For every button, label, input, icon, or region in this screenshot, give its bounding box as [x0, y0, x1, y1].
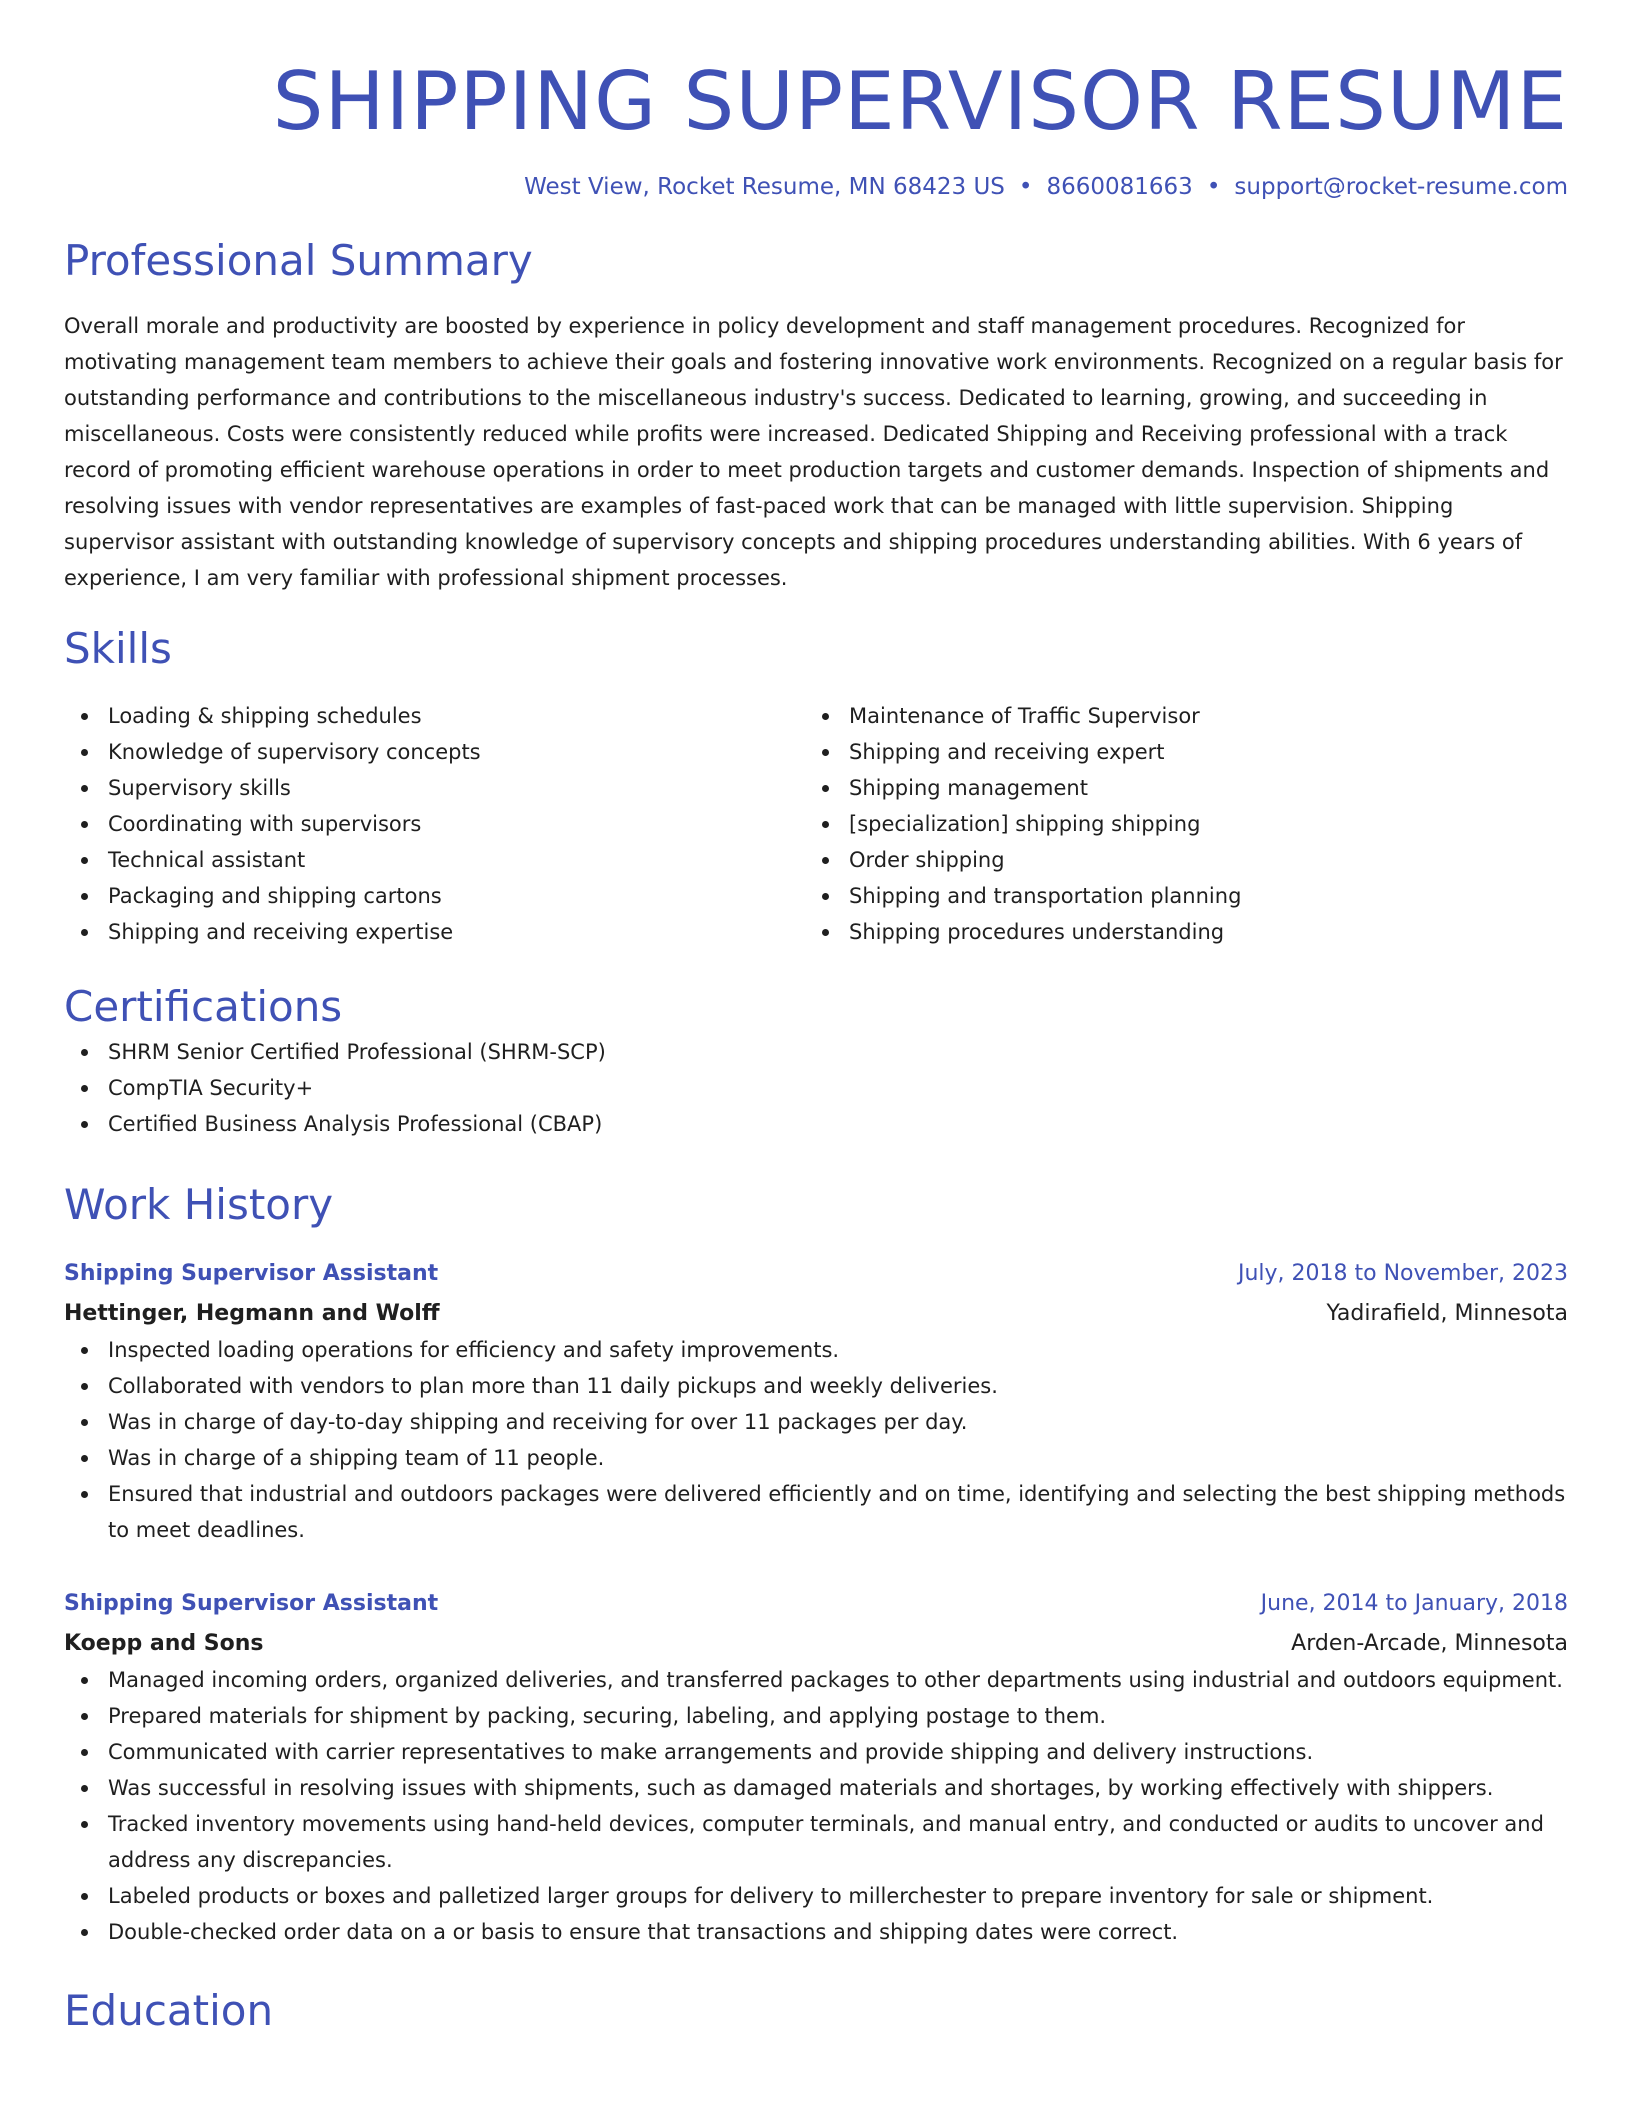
- resume-title: SHIPPING SUPERVISOR RESUME: [272, 55, 1568, 148]
- skill-item: Coordinating with supervisors: [108, 806, 805, 842]
- job-responsibilities: [64, 1662, 1568, 1950]
- skills-heading: Skills: [64, 624, 172, 673]
- job-company: Koepp and Sons: [64, 1631, 264, 1656]
- responsibility-item: Labeled products or boxes and palletized larger groups for delivery to millerchester to prepare inventory for sale or shipment.: [108, 1878, 1568, 1914]
- skill-item: Maintenance of Traffic Supervisor: [849, 698, 1546, 734]
- skill-item: Technical assistant: [108, 842, 805, 878]
- responsibility-item: Double-checked order data on a or basis to ensure that transactions and shipping dates were correct.: [108, 1914, 1568, 1950]
- certification-item: CompTIA Security+: [108, 1070, 1568, 1106]
- certification-item: Certified Business Analysis Professional (CBAP): [108, 1106, 1568, 1142]
- responsibility-item: Collaborated with vendors to plan more than 11 daily pickups and weekly deliveries.: [108, 1368, 1568, 1404]
- skill-item: Shipping procedures understanding: [849, 914, 1546, 950]
- contact-email[interactable]: support@rocket-resume.com: [1234, 174, 1568, 200]
- responsibility-item: Communicated with carrier representatives to make arrangements and provide shipping and delivery instructions.: [108, 1734, 1568, 1770]
- skills-list: [64, 698, 1568, 950]
- contact-address: West View, Rocket Resume, MN 68423 US: [524, 174, 1005, 200]
- job-title: Shipping Supervisor Assistant: [64, 1261, 439, 1286]
- responsibility-item: Ensured that industrial and outdoors packages were delivered efficiently and on time, identifying and selecting the best shipping methods to meet deadlines.: [108, 1476, 1568, 1548]
- job-company-row: [64, 1622, 1568, 1662]
- skill-item: Packaging and shipping cartons: [108, 878, 805, 914]
- skill-item: Shipping and transportation planning: [849, 878, 1546, 914]
- skill-item: Order shipping: [849, 842, 1546, 878]
- job-responsibilities: [64, 1332, 1568, 1548]
- skill-item: Shipping and receiving expert: [849, 734, 1546, 770]
- contact-line: [64, 172, 1568, 202]
- skill-item: Shipping and receiving expertise: [108, 914, 805, 950]
- resume-header: [64, 0, 1568, 202]
- skill-item: Shipping management: [849, 770, 1546, 806]
- responsibility-item: Was successful in resolving issues with shipments, such as damaged materials and shortages, by working effectively with shippers.: [108, 1770, 1568, 1806]
- job-company-row: [64, 1292, 1568, 1332]
- job-location: Arden-Arcade, Minnesota: [1291, 1631, 1568, 1656]
- job-entry: [64, 1256, 1568, 1548]
- work-history-heading: Work History: [64, 1180, 334, 1229]
- responsibility-item: Tracked inventory movements using hand-held devices, computer terminals, and manual entry, and conducted or audits to uncover and address any discrepancies.: [108, 1806, 1568, 1878]
- skill-item: Supervisory skills: [108, 770, 805, 806]
- certifications-list: [64, 1034, 1568, 1142]
- contact-separator: •: [1206, 174, 1221, 200]
- skills-column-right: [805, 698, 1546, 950]
- skills-column-left: [64, 698, 805, 950]
- skill-item: Loading & shipping schedules: [108, 698, 805, 734]
- job-entry: [64, 1586, 1568, 1950]
- certification-item: SHRM Senior Certified Professional (SHRM-SCP): [108, 1034, 1568, 1070]
- certifications-heading: Certifications: [64, 982, 343, 1031]
- contact-phone: 8660081663: [1046, 174, 1193, 200]
- skill-item: Knowledge of supervisory concepts: [108, 734, 805, 770]
- skill-item: [specialization] shipping shipping: [849, 806, 1546, 842]
- job-header-row: [64, 1586, 1568, 1622]
- summary-heading: Professional Summary: [64, 236, 533, 285]
- job-header-row: [64, 1256, 1568, 1292]
- responsibility-item: Inspected loading operations for efficiency and safety improvements.: [108, 1332, 1568, 1368]
- summary-text: Overall morale and productivity are boosted by experience in policy development and staff management procedures. Recognized for motivating management team members to achieve their goals and fostering innovative work environments. Recognized on a regular basis for outstanding performance and contributions to the miscellaneous industry's success. Dedicated to learning, growing, and succeeding in miscellaneous. Costs were consistently reduced while profits were increased. Dedicated Shipping and Receiving professional with a track record of promoting efficient warehouse operations in order to meet production targets and customer demands. Inspection of shipments and resolving issues with vendor representatives are examples of fast-paced work that can be managed with little supervision. Shipping supervisor assistant with outstanding knowledge of supervisory concepts and shipping procedures understanding abilities. With 6 years of experience, I am very familiar with professional shipment processes.: [64, 314, 1563, 590]
- job-dates: July, 2018 to November, 2023: [1237, 1261, 1568, 1286]
- responsibility-item: Prepared materials for shipment by packing, securing, labeling, and applying postage to them.: [108, 1698, 1568, 1734]
- job-location: Yadirafield, Minnesota: [1326, 1301, 1568, 1326]
- job-title: Shipping Supervisor Assistant: [64, 1591, 439, 1616]
- education-heading: Education: [64, 1986, 274, 2035]
- job-dates: June, 2014 to January, 2018: [1260, 1591, 1568, 1616]
- responsibility-item: Managed incoming orders, organized deliveries, and transferred packages to other departments using industrial and outdoors equipment.: [108, 1662, 1568, 1698]
- responsibility-item: Was in charge of day-to-day shipping and receiving for over 11 packages per day.: [108, 1404, 1568, 1440]
- responsibility-item: Was in charge of a shipping team of 11 people.: [108, 1440, 1568, 1476]
- job-company: Hettinger, Hegmann and Wolff: [64, 1301, 440, 1326]
- contact-separator: •: [1018, 174, 1033, 200]
